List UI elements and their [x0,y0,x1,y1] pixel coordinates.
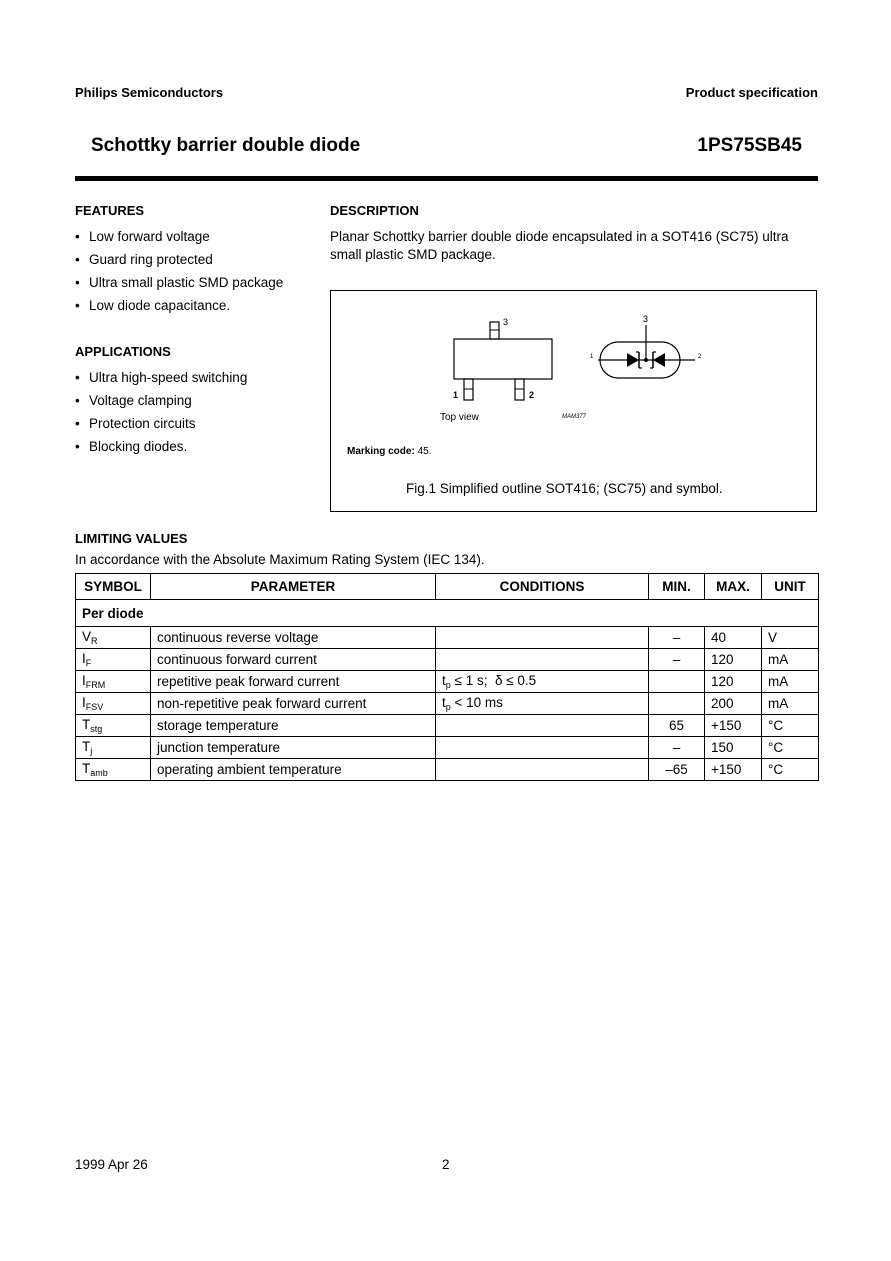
symbol-subscript: FRM [85,680,106,690]
document-type: Product specification [685,85,818,100]
max-cell: 120 [705,671,762,693]
max-cell: 40 [705,627,762,649]
applications-list [75,369,247,461]
max-cell: +150 [705,715,762,737]
unit-cell: mA [762,649,819,671]
symbol-subscript: F [85,658,92,668]
parameter-cell: storage temperature [151,715,436,737]
min-cell: – [649,627,705,649]
parameter-cell: continuous forward current [151,649,436,671]
max-cell: 120 [705,649,762,671]
table-row [76,693,819,715]
marking-code-value: 45. [417,446,432,457]
list-item: • Low diode capacitance. [75,297,283,320]
package-outline-drawing [330,290,817,512]
features-heading: FEATURES [75,203,145,218]
unit-cell: mA [762,671,819,693]
symbol-subscript: stg [90,724,103,734]
group-label: Per diode [76,600,819,627]
symbol-text: T [82,761,91,776]
symbol-subscript: amb [90,768,108,778]
condition-text: t [442,695,446,710]
parameter-cell: repetitive peak forward current [151,671,436,693]
symbol-text: I [82,673,86,688]
parameter-cell: continuous reverse voltage [151,627,436,649]
pin-3-label: 3 [503,317,509,327]
column-header-parameter: PARAMETER [151,574,436,600]
condition-subscript: p [445,680,451,690]
conditions-cell [436,759,649,781]
page-title: Schottky barrier double diode [91,135,361,156]
pin-1-label: 1 [453,390,459,400]
pin-2-label: 2 [529,390,535,400]
limiting-values-intro: In accordance with the Absolute Maximum Rating System (IEC 134). [75,552,485,567]
parameter-cell: operating ambient temperature [151,759,436,781]
parameter-cell: non-repetitive peak forward current [151,693,436,715]
max-cell: 200 [705,693,762,715]
min-cell: – [649,649,705,671]
min-cell [649,693,705,715]
table-header-row [76,574,819,600]
symbol-cell [76,737,151,759]
symbol-cell [76,627,151,649]
max-cell: +150 [705,759,762,781]
symbol-pin-2-label: 2 [698,354,702,360]
symbol-cell [76,649,151,671]
symbol-cell [76,671,151,693]
list-item: • Guard ring protected [75,251,283,274]
min-cell: 65 [649,715,705,737]
symbol-cell [76,693,151,715]
symbol-text: T [82,717,91,732]
unit-cell: °C [762,737,819,759]
symbol-text: I [82,651,86,666]
condition-rest: < 10 ms [450,695,503,710]
column-header-min: MIN. [649,574,705,600]
drawing-code: MAM377 [562,414,587,420]
list-item: • Ultra small plastic SMD package [75,274,283,297]
table-row [76,671,819,693]
description-heading: DESCRIPTION [330,203,419,218]
symbol-text: I [82,695,86,710]
table-row [76,715,819,737]
symbol-subscript: R [91,636,98,646]
page-number: 2 [442,1157,450,1172]
figure-caption: Fig.1 Simplified outline SOT416; (SC75) and symbol. [406,481,723,496]
unit-cell: °C [762,759,819,781]
features-list [75,228,283,320]
min-cell: – [649,737,705,759]
table-row [76,759,819,781]
table-row [76,627,819,649]
conditions-cell [436,693,649,715]
table-group-row [76,600,819,627]
part-number: 1PS75SB45 [697,135,802,156]
min-cell [649,671,705,693]
conditions-cell [436,627,649,649]
list-item: • Protection circuits [75,415,247,438]
column-header-max: MAX. [705,574,762,600]
symbol-pin-3-label: 3 [643,314,649,324]
column-header-symbol: SYMBOL [76,574,151,600]
applications-heading: APPLICATIONS [75,344,171,359]
parameter-cell: junction temperature [151,737,436,759]
unit-cell: °C [762,715,819,737]
symbol-cell [76,715,151,737]
conditions-cell [436,737,649,759]
condition-rest: ≤ 1 s; δ ≤ 0.5 [450,673,537,688]
list-item: • Blocking diodes. [75,438,247,461]
symbol-subscript: j [90,746,93,756]
condition-text: t [442,673,446,688]
unit-cell: mA [762,693,819,715]
condition-subscript: p [445,702,451,712]
limiting-values-table [75,573,819,781]
max-cell: 150 [705,737,762,759]
list-item: • Ultra high-speed switching [75,369,247,392]
company-name: Philips Semiconductors [75,85,224,100]
header-rule [75,176,818,181]
conditions-cell [436,671,649,693]
symbol-text: T [82,739,91,754]
table-row [76,737,819,759]
description-text: Planar Schottky barrier double diode encapsulated in a SOT416 (SC75) ultra small plastic SMD package. [330,229,789,262]
column-header-conditions: CONDITIONS [436,574,649,600]
unit-cell: V [762,627,819,649]
limiting-values-heading: LIMITING VALUES [75,531,188,546]
marking-code [347,446,431,457]
column-header-unit: UNIT [762,574,819,600]
list-item: • Voltage clamping [75,392,247,415]
marking-code-label: Marking code: [347,446,415,457]
symbol-subscript: FSV [85,702,104,712]
conditions-cell [436,715,649,737]
footer-date: 1999 Apr 26 [75,1157,148,1172]
top-view-label: Top view [440,412,479,423]
symbol-text: V [82,629,92,644]
symbol-cell [76,759,151,781]
list-item: • Low forward voltage [75,228,283,251]
min-cell: –65 [649,759,705,781]
symbol-pin-1-label: 1 [590,354,594,360]
table-row [76,649,819,671]
conditions-cell [436,649,649,671]
